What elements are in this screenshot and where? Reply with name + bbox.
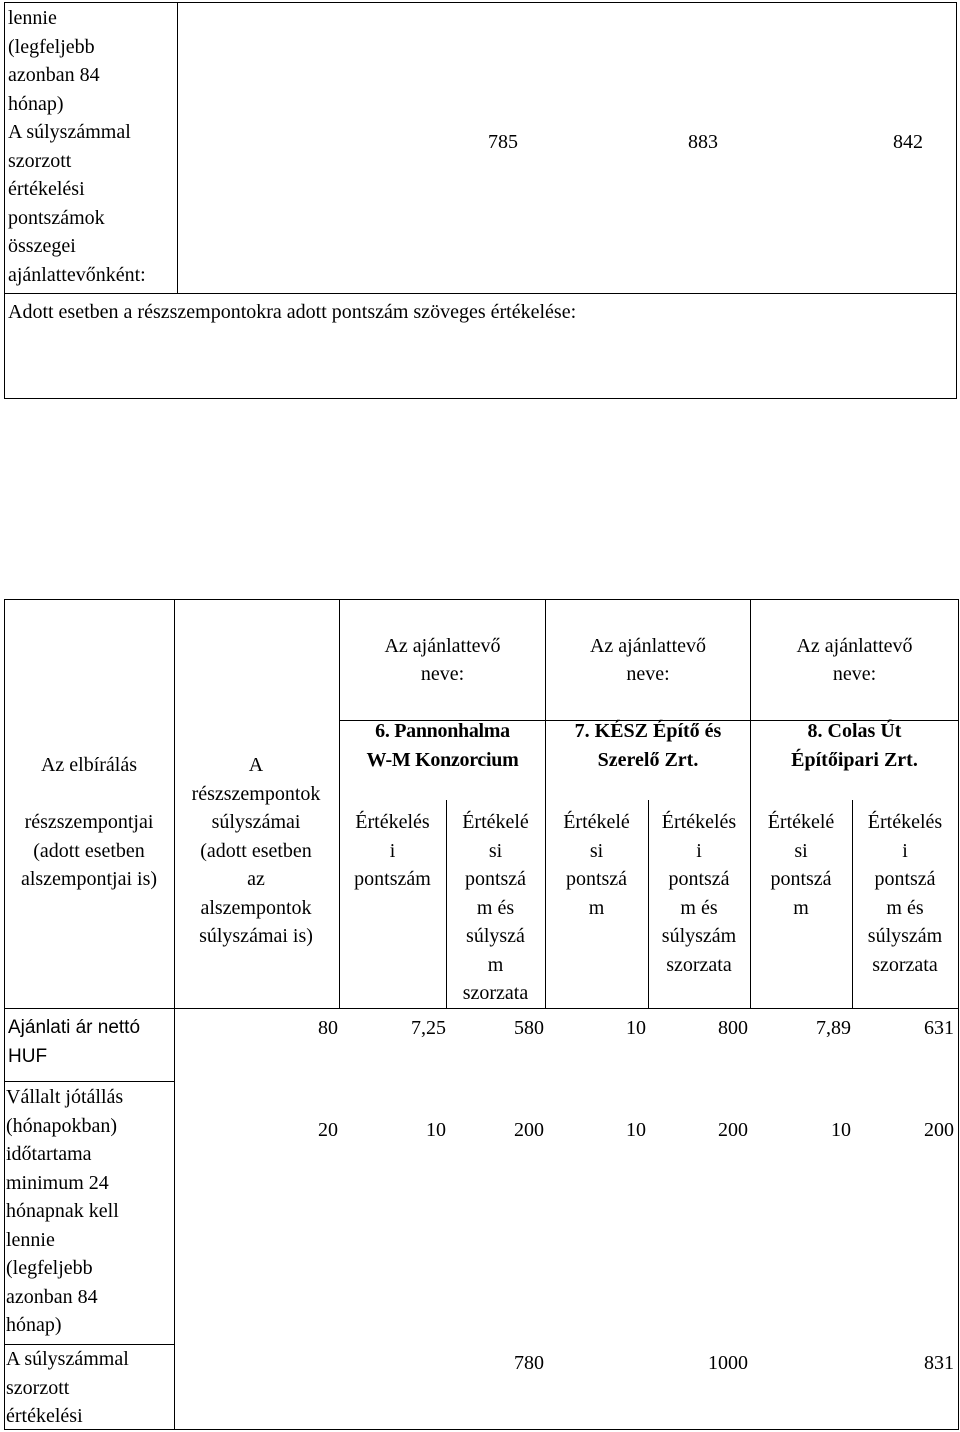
row2-score-6: 10 [426, 1119, 446, 1141]
sub-header-score-8: Értékelé si pontszá m [767, 811, 835, 919]
sum-row-value-6: 780 [514, 1352, 544, 1374]
row-label-price: Ajánlati ár nettó HUF [8, 1017, 141, 1067]
weight-header: A részszempontok súlyszámai (adott esetben az alszempontok súlyszámai is) [191, 754, 321, 947]
row2-score-7: 10 [626, 1119, 646, 1141]
row1-score-7: 10 [626, 1017, 646, 1039]
top-left-line: pontszámok [8, 206, 105, 229]
top-left-line: összegei [8, 235, 76, 257]
sub-header-score-7: Értékelé si pontszá m [563, 811, 630, 919]
top-left-line: ajánlattevőnként: [8, 263, 146, 286]
row2-product-7: 200 [718, 1119, 748, 1141]
bidder-name: 8. Colas Út Építőipari Zrt. [791, 720, 918, 771]
bidder-header-8 [751, 603, 958, 774]
top-left-line: értékelési [8, 178, 85, 200]
bidder-prefix: Az ajánlattevő neve: [589, 634, 707, 685]
sum-value-7: 883 [688, 131, 718, 153]
row-label-warranty: Vállalt jótállás (hónapokban) időtartama minimum 24 hónapnak kell lennie (legfeljebb azonban 84 hónap) [6, 1086, 124, 1336]
row1-score-6: 7,25 [411, 1017, 446, 1039]
sum-row-label: A súlyszámmal szorzott értékelési [6, 1348, 129, 1427]
row-weight-warranty: 20 [318, 1119, 338, 1141]
criteria-header: Az elbírálás részszempontjai (adott esetben alszempontjai is) [20, 754, 158, 890]
sum-row-value-8: 831 [924, 1352, 954, 1374]
sub-header-product-8: Értékelés i pontszá m és súlyszám szorzata [867, 811, 943, 976]
row2-score-8: 10 [831, 1119, 851, 1141]
sub-header-product-6: Értékelé si pontszá m és súlyszá m szorzata [462, 811, 529, 1004]
top-left-line: A súlyszámmal [8, 121, 131, 143]
row1-product-6: 580 [514, 1017, 544, 1039]
row1-product-8: 631 [924, 1017, 954, 1039]
top-left-line: (legfeljebb [8, 35, 95, 58]
row1-score-8: 7,89 [816, 1017, 851, 1039]
sum-row-value-7: 1000 [708, 1352, 748, 1374]
top-left-line: azonban 84 [8, 64, 100, 86]
sum-value-6: 785 [488, 131, 518, 153]
sub-header-score-6: Értékelés i pontszám [354, 811, 431, 890]
row2-product-6: 200 [514, 1119, 544, 1141]
sub-header-product-7: Értékelés i pontszá m és súlyszám szorzata [661, 811, 737, 976]
bidder-name: 7. KÉSZ Építő és Szerelő Zrt. [574, 720, 722, 771]
top-left-line: hónap) [8, 92, 64, 115]
sum-value-8: 842 [893, 131, 923, 153]
bidder-prefix: Az ajánlattevő neve: [796, 634, 913, 685]
top-left-label [8, 4, 176, 289]
bidder-header-7 [546, 603, 750, 774]
row-weight-price: 80 [318, 1017, 338, 1039]
row1-product-7: 800 [718, 1017, 748, 1039]
top-left-line: szorzott [8, 149, 72, 172]
top-left-line: lennie [8, 7, 57, 29]
text-evaluation-note: Adott esetben a részszempontokra adott pontszám szöveges értékelése: [8, 301, 577, 323]
row2-product-8: 200 [924, 1119, 954, 1141]
bidder-name: 6. Pannonhalma W-M Konzorcium [366, 720, 519, 771]
bidder-header-6 [340, 603, 545, 774]
bidder-prefix: Az ajánlattevő neve: [384, 634, 501, 685]
